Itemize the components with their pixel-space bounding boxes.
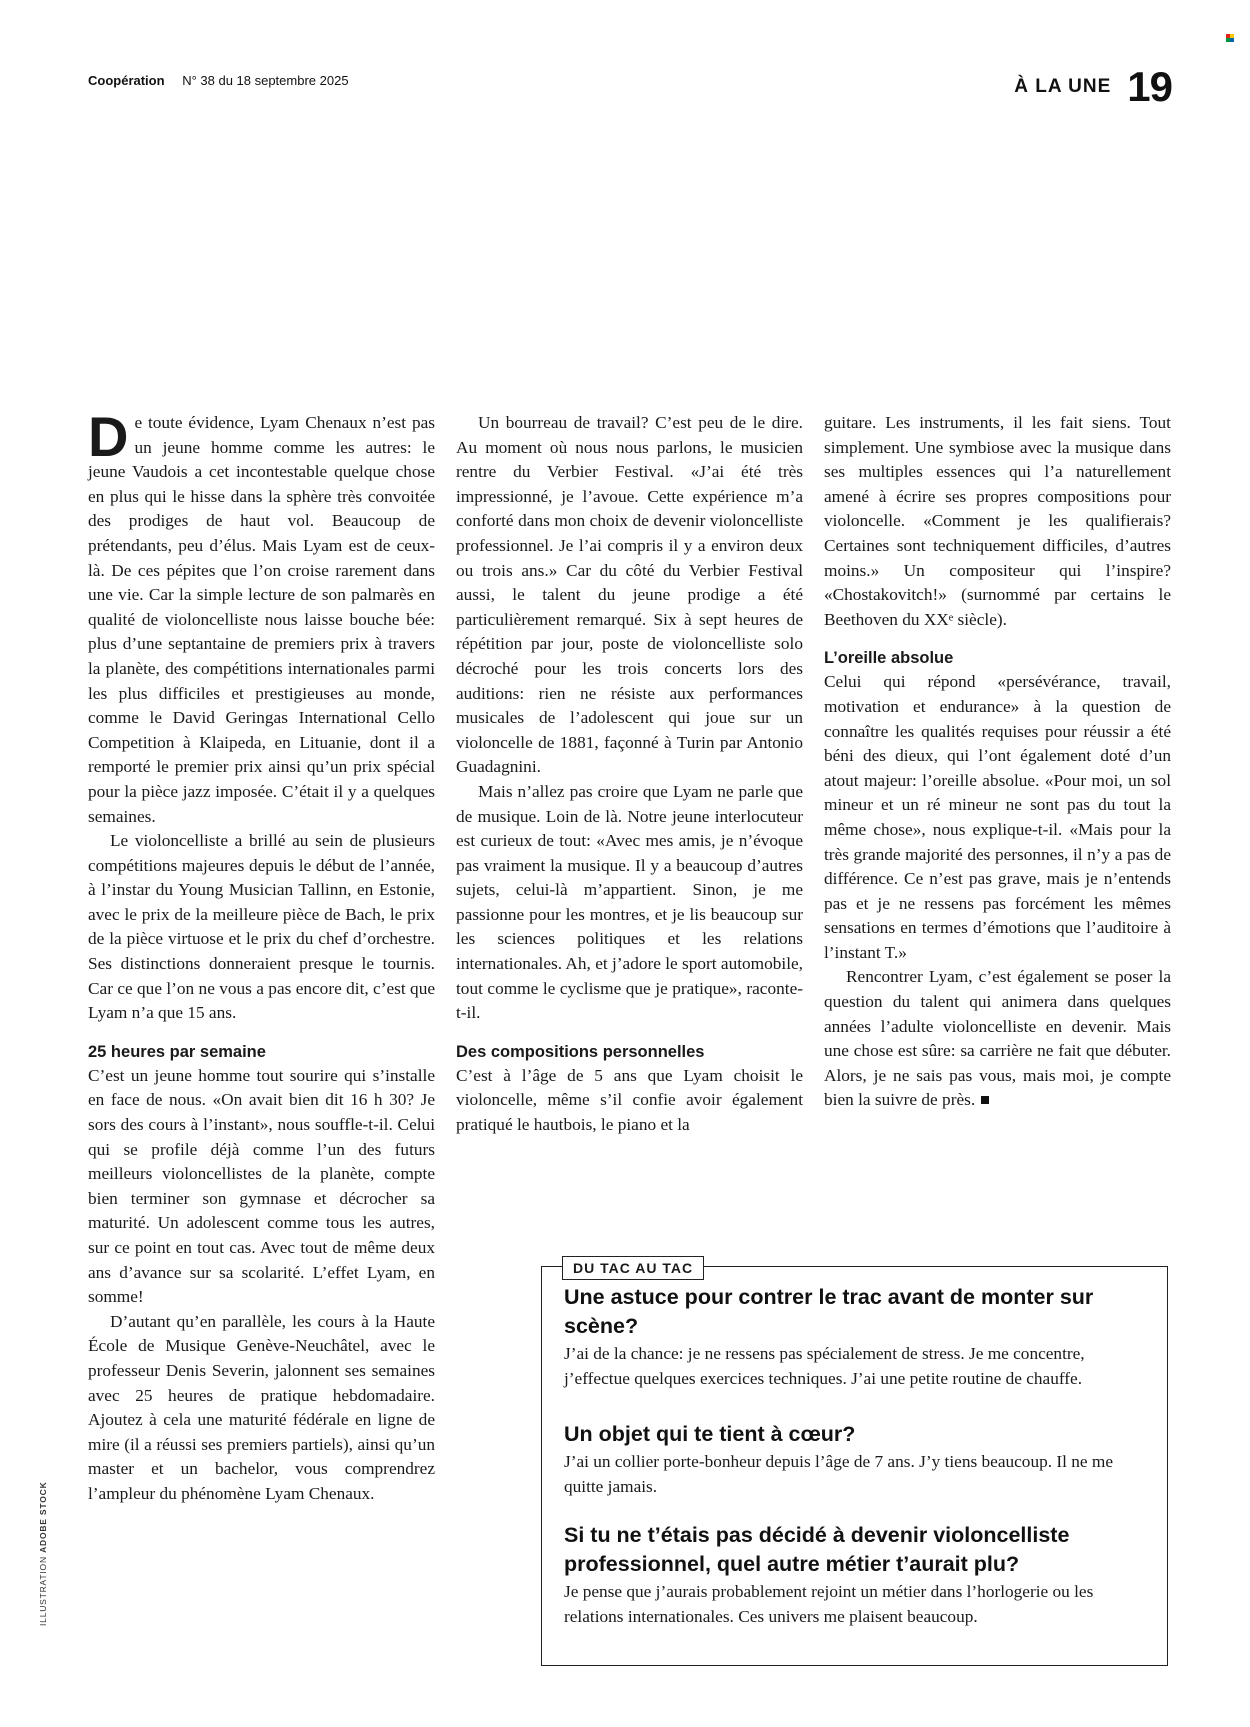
brand-logo-icon (1226, 34, 1234, 42)
drop-cap: D (88, 405, 129, 468)
end-mark-icon (981, 1096, 989, 1104)
sidebar-box (541, 1260, 1168, 1666)
qa-question: Une astuce pour contrer le trac avant de monter sur scène? (564, 1285, 1094, 1338)
qa-question: Si tu ne t’étais pas décidé à devenir violoncelliste professionnel, quel autre métier t’aurait plu? (564, 1523, 1070, 1576)
article-column-1 (88, 405, 435, 1507)
issue-info: N° 38 du 18 septembre 2025 (182, 73, 349, 88)
article-paragraph: Un bourreau de travail? C’est peu de le dire. Au moment où nous nous parlons, le musicien rentre du Verbier Festival. «J’ai été très impressionné, je l’avoue. Cette expérience m’a conforté dans mon choix de devenir violoncelliste professionnel. Je l’ai compris il y a environ deux ou trois ans.» Car du côté du Verbier Festival aussi, le talent du jeune prodige a été particulièrement remarqué. Six à sept heures de répétition par jour, poste de violoncelliste solo décroché pour les trois concerts lors des auditions: rien ne résiste aux performances musicales de l’adolescent qui joue sur un violoncelle de 1881, façonné à Turin par Antonio Guadagnini. (456, 413, 803, 777)
paragraph-text: Rencontrer Lyam, c’est également se poser la question du talent qui animera dans quelques années l’adulte violoncelliste en devenir. Mais une chose est sûre: sa carrière ne fait que débuter. Alors, je ne sais pas vous, mais moi, je compte bien la suivre de près. (824, 967, 1171, 1110)
page-header-right (1014, 63, 1172, 110)
qa-answer: J’ai de la chance: je ne ressens pas spécialement de stress. Je me concentre, j’effectue quelques exercices techniques. J’ai une petite routine de chauffe. (564, 1344, 1085, 1388)
subheading: Des compositions personnelles (456, 1042, 705, 1061)
qa-item (564, 1521, 1149, 1629)
qa-item (564, 1420, 1149, 1499)
article-paragraph: Celui qui répond «persévérance, travail, motivation et endurance» à la question de connaître les qualités requises pour réussir a été béni des dieux, qui l’ont également doté d’un atout majeur: l’oreille absolue. «Pour moi, un sol mineur et un ré mineur ne sont pas du tout la même chose», nous explique-t-il. «Mais pour la très grande majorité des personnes, il n’y a pas de différence. Ce n’est pas grave, mais je n’entends pas et je ne ressens pas forcément les mêmes sensations en termes d’émotions que l’auditoire à l’instant T.» (824, 672, 1171, 962)
article-column-2 (456, 411, 803, 1138)
section-name: À LA UNE (1014, 76, 1112, 97)
paragraph-text: e toute évidence, Lyam Chenaux n’est pas un jeune homme comme les autres: le jeune Vaudois a cet incontestable quelque chose en plus qui le hisse dans la sphère très convoitée des prodiges de haut vol. Beaucoup de prétendants, peu d’élus. Mais Lyam est de ceux-là. De ces pépites que l’on croise rarement dans une vie. Car la simple lecture de son palmarès en qualité de violoncelliste nous laisse bouche bée: plus d’une septantaine de premiers prix à travers la planète, des compétitions internationales parmi les plus difficiles et prestigieuses au monde, comme le David Geringas International Cello Competition à Klaipeda, en Lituanie, dont il a remporté le premier prix ainsi qu’un prix spécial pour la pièce jazz imposée. C’était il y a quelques semaines. (88, 413, 435, 826)
publication-name: Coopération (88, 73, 165, 88)
qa-item (564, 1283, 1149, 1391)
page-header-left (88, 73, 349, 88)
qa-question: Un objet qui te tient à cœur? (564, 1422, 856, 1446)
article-paragraph: C’est à l’âge de 5 ans que Lyam choisit le violoncelle, même s’il confie avoir également pratiqué le hautbois, le piano et la (456, 1065, 803, 1135)
qa-answer: J’ai un collier porte-bonheur depuis l’âge de 7 ans. J’y tiens beaucoup. Il ne me quitte jamais. (564, 1452, 1113, 1496)
illustration-credit (38, 1481, 48, 1626)
sidebar-tag: DU TAC AU TAC (562, 1256, 704, 1280)
article-paragraph (824, 965, 1171, 1113)
article-paragraph: C’est un jeune homme tout sourire qui s’installe en face de nous. «On avait bien dit 16 h 30? Je sors des cours à l’instant», nous souffle-t-il. Celui qui se profile déjà comme l’un des futurs meilleurs violoncellistes de la planète, compte bien terminer son gymnase et décrocher sa maturité. Un adolescent comme tous les autres, sur ce point en tout cas. Avec tout de même deux ans d’avance sur sa scolarité. L’effet Lyam, en somme! (88, 1065, 435, 1307)
qa-answer: Je pense que j’aurais probablement rejoint un métier dans l’horlogerie ou les relations internationales. Ces univers me plaisent beaucoup. (564, 1582, 1094, 1626)
page-number: 19 (1127, 63, 1172, 110)
article-paragraph: Mais n’allez pas croire que Lyam ne parle que de musique. Loin de là. Notre jeune interlocuteur est curieux de tout: «Avec mes amis, je n’évoque pas vraiment la musique. Il y a beaucoup d’autres sujets, celui-là m’appartient. Sinon, je me passionne pour les montres, et je lis beaucoup sur les sciences politiques et les relations internationales. Ah, et j’adore le sport automobile, tout comme le cyclisme que je pratique», raconte-t-il. (456, 781, 803, 1023)
subheading: L’oreille absolue (824, 649, 954, 668)
article-paragraph (88, 405, 435, 829)
article-paragraph: D’autant qu’en parallèle, les cours à la Haute École de Musique Genève-Neuchâtel, avec le professeur Denis Severin, jalonnent ses semaines avec 25 heures de pratique hebdomadaire. Ajoutez à cela une maturité fédérale en ligne de mire (il a réussi ses premiers partiels), ainsi qu’un master et un bachelor, vous comprendrez l’ampleur du phénomène Lyam Chenaux. (88, 1311, 435, 1503)
credit-source: ADOBE STOCK (38, 1481, 48, 1553)
article-paragraph: guitare. Les instruments, il les fait siens. Tout simplement. Une symbiose avec la musique dans ses multiples essences qui l’a naturellement amené à écrire ses propres compositions pour violoncelle. «Comment je les qualifierais? Certaines sont techniquement difficiles, d’autres moins.» Un compositeur qui l’inspire? «Chostakovitch!» (surnommé par certains le Beethoven du XXᵉ siècle). (824, 413, 1171, 629)
subheading: 25 heures par semaine (88, 1042, 266, 1061)
article-column-3 (824, 411, 1171, 1113)
credit-label: ILLUSTRATION (38, 1556, 48, 1626)
article-paragraph: Le violoncelliste a brillé au sein de plusieurs compétitions majeures depuis le début de l’année, à l’instar du Young Musician Tallinn, en Estonie, avec le prix de la meilleure pièce de Bach, le prix de la pièce virtuose et le prix du chef d’orchestre. Ses distinctions donneraient presque le tournis. Car ce que l’on ne vous a pas encore dit, c’est que Lyam n’a que 15 ans. (88, 831, 435, 1023)
